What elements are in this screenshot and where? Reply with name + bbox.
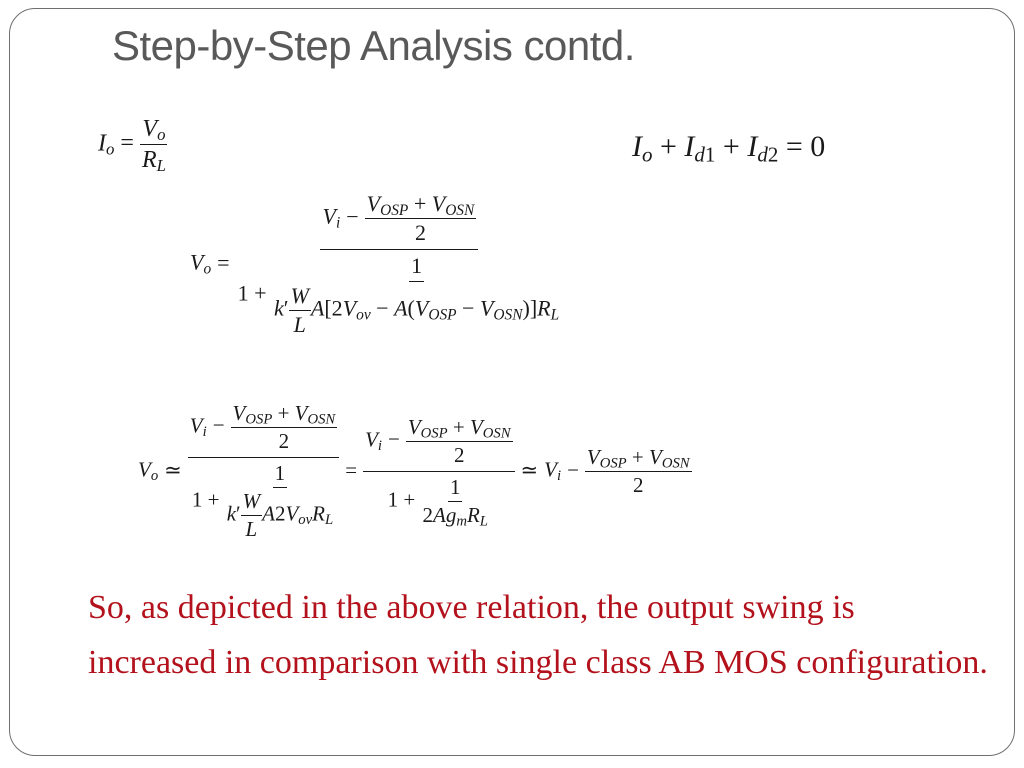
slide-title: Step-by-Step Analysis contd.	[112, 22, 635, 69]
equation-kcl: $I_o + I_{d1} + I_{d2} = 0$	[632, 130, 826, 167]
equation-vo-full: $V_o$ = $V_i$ − $\frac{V_{OSP} + V_{OSN}}{2}$ 1 + 1 k′ $\frac{W}{L}$ $A[2V_{ov} - A(V_{OSP} - V_{OSN})]R_L$	[190, 191, 560, 337]
conclusion-text: So, as depicted in the above relation, the output swing is increased in comparison with single class AB MOS configuration.	[88, 589, 988, 681]
equation-vo-approx: $V_o$ ≃ $V_i$ − $\frac{V_{OSP} + V_{OSN}}{2}$ 1 + 1 k′ $\frac{W}{L}$ $A2V_{ov}R_L$ = $V_i$ − $\frac{V_{OSP} + V_{OSN}}{2}$ 1 + $\frac{1}{2Ag_mR_L}$ ≃ $V_i$ − $\frac{V_{OSP} + V_{OSN}}{2}$	[138, 401, 690, 542]
equation-io: $I_o$ = $\frac{V_o}{R_L}$	[98, 116, 166, 176]
